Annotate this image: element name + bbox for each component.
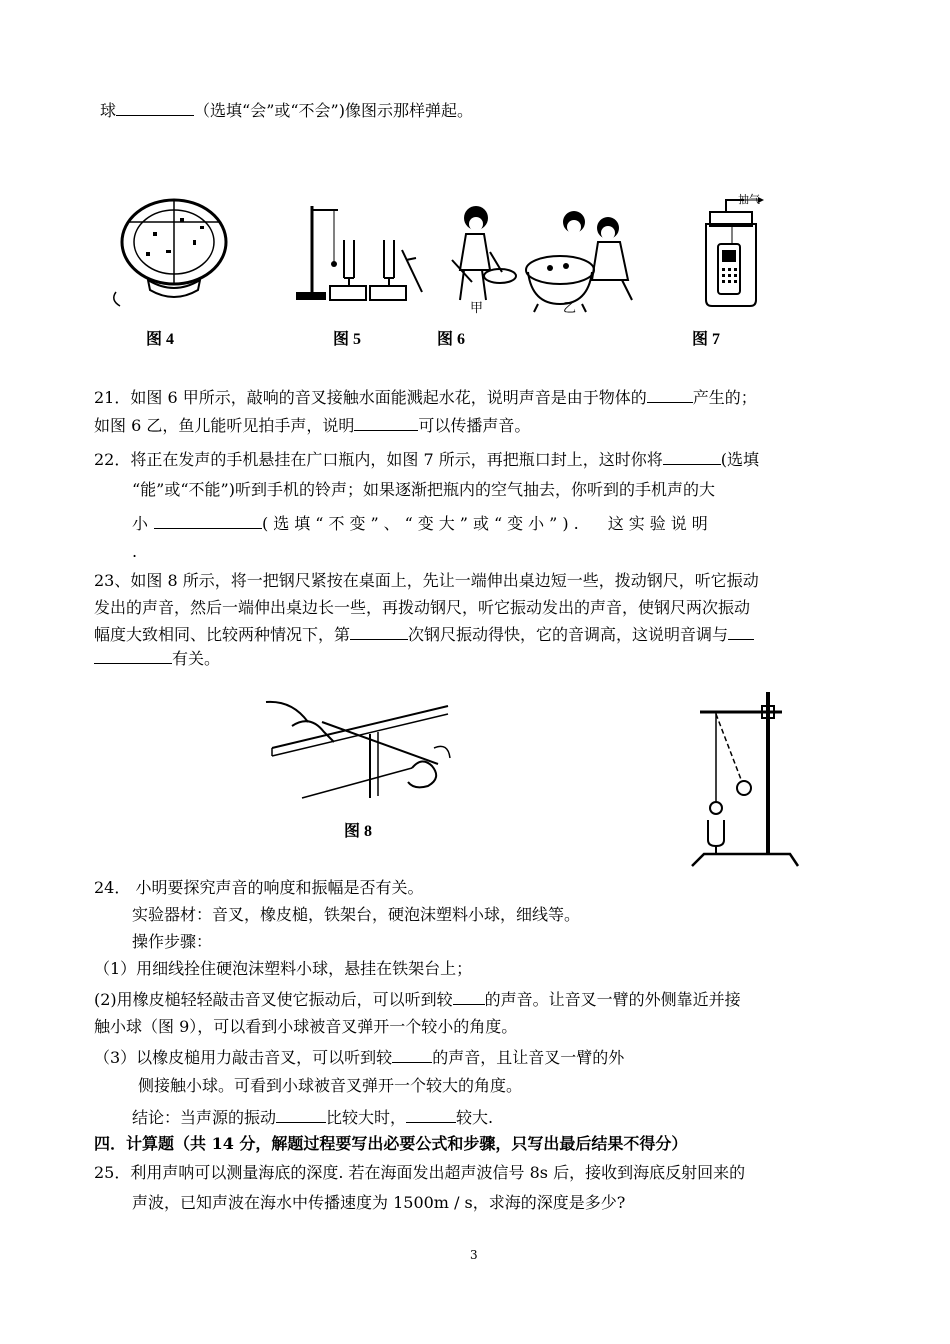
text-fragment: (选填“不变”、“变大”或“变小”). 这实验说明 bbox=[262, 514, 713, 533]
text-fragment: 可以传播声音。 bbox=[418, 416, 531, 435]
figure-7-caption: 图 7 bbox=[692, 331, 721, 348]
figure-5-caption: 图 5 bbox=[333, 331, 362, 348]
answer-blank[interactable] bbox=[106, 647, 160, 664]
q21-line1 bbox=[94, 386, 757, 409]
q24-line9 bbox=[132, 1106, 493, 1129]
text-fragment: 球 bbox=[100, 101, 117, 120]
text-fragment: 小 bbox=[132, 514, 149, 533]
q25-line1: 25．利用声呐可以测量海底的深度. 若在海面发出超声波信号 8s 后，接收到海底反射回来的 bbox=[94, 1163, 746, 1182]
figure-5-tuning-forks bbox=[292, 200, 432, 308]
text-fragment: (选填 bbox=[720, 450, 759, 469]
q22-line3 bbox=[132, 512, 862, 535]
answer-blank[interactable] bbox=[94, 647, 106, 664]
answer-blank[interactable] bbox=[453, 988, 485, 1005]
text-fragment: （选填“会”或“不会”)像图示那样弹起。 bbox=[194, 101, 473, 120]
q24-line3: 操作步骤： bbox=[132, 932, 213, 951]
answer-blank[interactable] bbox=[647, 386, 693, 403]
answer-blank[interactable] bbox=[392, 1046, 432, 1063]
figure-6-caption: 图 6 bbox=[437, 331, 466, 348]
figure-7-jar-phone bbox=[692, 188, 772, 310]
page-number: 3 bbox=[470, 1248, 478, 1262]
q24-line5 bbox=[94, 988, 741, 1011]
text-fragment: 如图 6 乙，鱼儿能听见拍手声，说明 bbox=[94, 416, 355, 435]
figure-7-label-chouqi: 抽气 bbox=[738, 193, 760, 206]
text-fragment: (2)用橡皮槌轻轻敲击音叉使它振动后，可以听到较 bbox=[94, 990, 453, 1009]
q23-line4 bbox=[94, 647, 220, 670]
q23-line3 bbox=[94, 623, 754, 646]
text-fragment: 比较大时， bbox=[326, 1108, 407, 1127]
text-fragment: 幅度大致相同、比较两种情况下，第 bbox=[94, 625, 351, 644]
text-fragment: （3）以橡皮槌用力敲击音叉，可以听到较 bbox=[94, 1048, 393, 1067]
text-fragment: 的声音，且让音叉一臂的外 bbox=[432, 1048, 625, 1067]
figure-8-ruler-table bbox=[262, 698, 452, 808]
line-top bbox=[100, 99, 473, 122]
text-fragment: 22．将正在发声的手机悬挂在广口瓶内，如图 7 所示，再把瓶口封上，这时你将 bbox=[94, 450, 663, 469]
answer-blank[interactable] bbox=[160, 647, 172, 664]
q24-line8: 侧接触小球。可看到小球被音叉弹开一个较大的角度。 bbox=[138, 1076, 523, 1095]
answer-blank[interactable] bbox=[354, 414, 418, 431]
q24-line1: 24． 小明要探究声音的响度和振幅是否有关。 bbox=[94, 878, 424, 897]
q22-line1 bbox=[94, 448, 759, 471]
q23-line1: 23、如图 8 所示，将一把钢尺紧按在桌面上，先让一端伸出桌边短一些，拨动钢尺，听它振动 bbox=[94, 571, 759, 590]
q24-line7 bbox=[94, 1046, 624, 1069]
text-fragment: 产生的； bbox=[692, 388, 757, 407]
answer-blank[interactable] bbox=[728, 623, 754, 640]
figure-8-caption: 图 8 bbox=[344, 823, 373, 840]
q23-line2: 发出的声音，然后一端伸出桌边长一些，再拨动钢尺，听它振动发出的声音，使钢尺两次振动 bbox=[94, 598, 751, 617]
q25-line2: 声波，已知声波在海水中传播速度为 1500m / s，求海的深度是多少? bbox=[132, 1193, 626, 1212]
answer-blank[interactable] bbox=[276, 1106, 326, 1123]
answer-blank[interactable] bbox=[350, 623, 408, 640]
figure-4-speaker bbox=[108, 192, 230, 310]
q24-line6: 触小球（图 9），可以看到小球被音叉弹开一个较小的角度。 bbox=[94, 1017, 518, 1036]
figure-6-label-yi: 乙 bbox=[563, 301, 577, 316]
text-fragment: 有关。 bbox=[172, 649, 221, 668]
answer-blank[interactable] bbox=[406, 1106, 456, 1123]
text-fragment: 的声音。让音叉一臂的外侧靠近并接 bbox=[484, 990, 741, 1009]
q24-line4: （1）用细线拴住硬泡沫塑料小球，悬挂在铁架台上； bbox=[94, 959, 473, 978]
text-fragment: 次钢尺振动得快，它的音调高，这说明音调与 bbox=[408, 625, 729, 644]
q22-line4: . bbox=[132, 542, 138, 561]
q22-line2: “能”或“不能”)听到手机的铃声；如果逐渐把瓶内的空气抽去，你听到的手机声的大 bbox=[132, 480, 715, 499]
answer-blank[interactable] bbox=[116, 99, 194, 116]
answer-blank[interactable] bbox=[154, 512, 262, 529]
answer-blank[interactable] bbox=[663, 448, 721, 465]
text-fragment: 结论：当声源的振动 bbox=[132, 1108, 277, 1127]
figure-6-label-jia: 甲 bbox=[470, 301, 484, 316]
q21-line2 bbox=[94, 414, 530, 437]
text-fragment: 21．如图 6 甲所示，敲响的音叉接触水面能溅起水花，说明声音是由于物体的 bbox=[94, 388, 647, 407]
section-4-heading: 四．计算题（共 14 分，解题过程要写出必要公式和步骤，只写出最后结果不得分） bbox=[94, 1134, 688, 1153]
text-fragment: 较大. bbox=[456, 1108, 494, 1127]
figure-9-stand-fork-ball bbox=[686, 690, 802, 870]
figure-4-caption: 图 4 bbox=[146, 331, 175, 348]
q24-line2: 实验器材：音叉，橡皮槌，铁架台，硬泡沫塑料小球，细线等。 bbox=[132, 905, 581, 924]
